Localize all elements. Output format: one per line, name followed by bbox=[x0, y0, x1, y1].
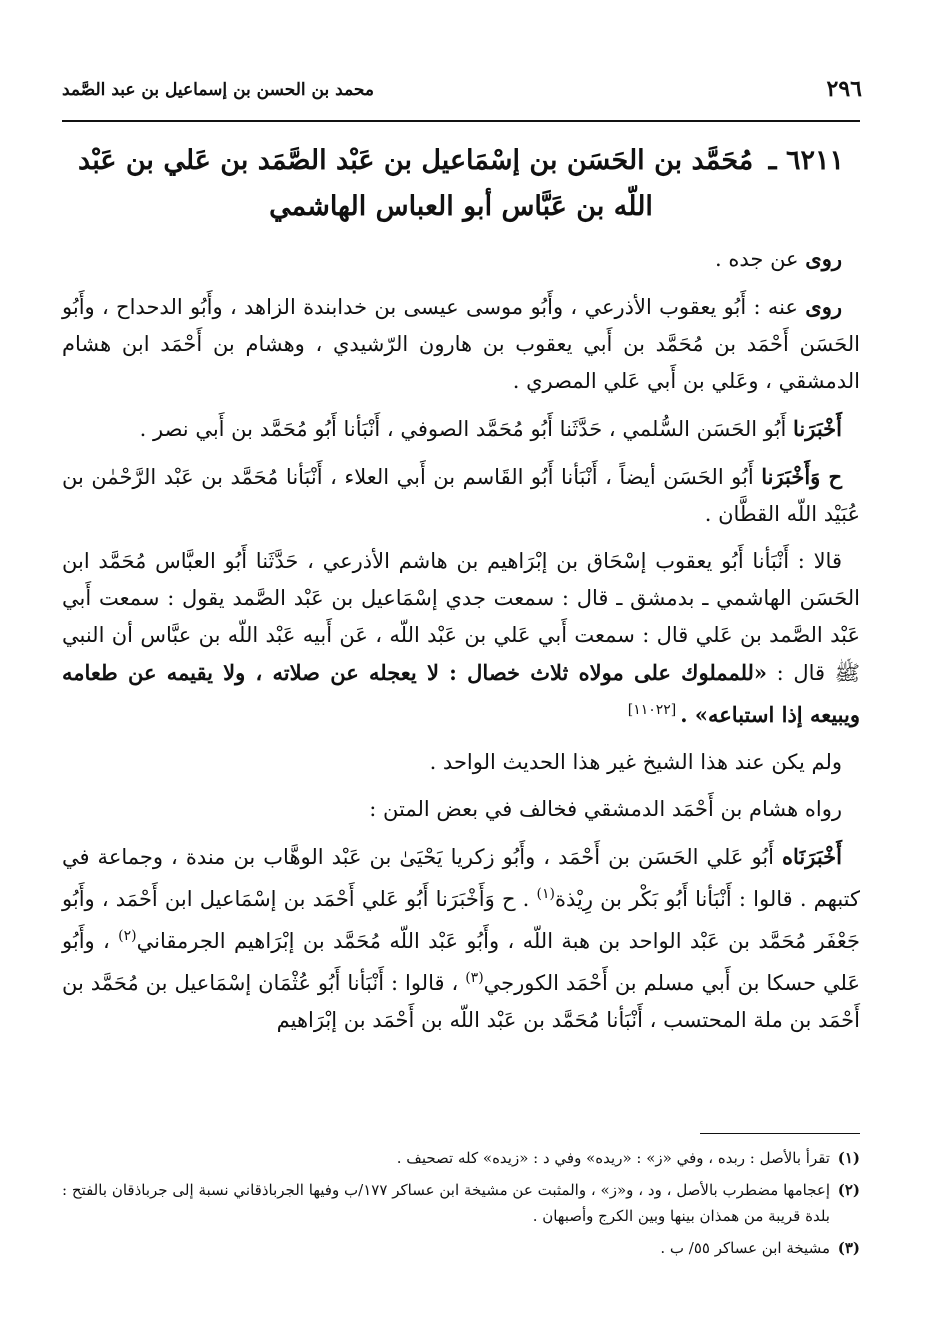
main-content bbox=[62, 138, 860, 1049]
footnote-number: (٣) bbox=[837, 1239, 860, 1257]
paragraph-text: ، وأَبُو عَلي حسكا بن أَبي مسلم بن أَحْمَد الكورجي bbox=[62, 929, 860, 995]
footnote-item bbox=[62, 1235, 860, 1261]
paragraph-lead: أَخْبَرَنَاه bbox=[782, 844, 842, 869]
paragraph-text: رواه هشام بن أَحْمَد الدمشقي فخالف في بعض المتن : bbox=[369, 797, 842, 821]
paragraph-text: أَبُو عَلي الحَسَن بن أَحْمَد ، وأَبُو زكريا يَحْيَىٰ بن عَبْد الوهَّاب بن مندة ، وجماعة في كتبهم . قالوا : أَنْبَأنا أَبُو بَكْر بن رِيْذة bbox=[62, 845, 860, 911]
footnote-number: (١) bbox=[837, 1149, 860, 1167]
page-number: ٢٩٦ bbox=[826, 76, 862, 102]
paragraph-isnad-3 bbox=[62, 838, 860, 1039]
paragraph-lead: روى bbox=[805, 246, 842, 271]
footnote-ref-1[interactable]: (١) bbox=[536, 886, 555, 902]
paragraph-text: عنه : أَبُو يعقوب الأذرعي ، وأَبُو موسى عيسى بن خدابندة الزاهد ، وأَبُو الدحداح ، وأَبُو الحَسَن أَحْمَد بن مُحَمَّد بن أَبي يعقوب بن هارون الرّشيدي ، وهشام بن أَحْمَد ابن هشام الدمشقي ، وعَلي بن أَبي عَلي المصري . bbox=[62, 295, 860, 393]
paragraph-lead: أَخْبَرَنا bbox=[793, 416, 842, 441]
paragraph-text: ، قالوا : أَنْبَأنا أَبُو عُثْمَان إسْمَاعيل بن مُحَمَّد بن أَحْمَد بن ملة المحتسب ، أَنْبَأنا مُحَمَّد بن عَبْد اللّه بن أَحْمَد بن إبْرَاهيم bbox=[62, 971, 860, 1032]
paragraph-text: أَبُو الحَسَن السُّلمي ، حَدَّثَنا أَبُو مُحَمَّد الصوفي ، أَنْبَأنا أَبُو مُحَمَّد بن أَبي نصر . bbox=[139, 417, 794, 441]
paragraph-text: عن جده . bbox=[715, 247, 806, 271]
footnote-number: (٢) bbox=[837, 1181, 860, 1199]
footnote-text: إعجامها مضطرب بالأصل ، ود ، و«ز» ، والمثبت عن مشيخة ابن عساكر ١٧٧/ب وفيها الجرباذقاني نسبة إلى جرباذقان بالفتح : بلدة قريبة من همذان بينها وبين الكرج وأصبهان . bbox=[62, 1181, 831, 1225]
paragraph-text: . ح وَأَخْبَرَنا أَبُو عَلي أَحْمَد بن إسْمَاعيل ابن أَحْمَد ، وأَبُو جَعْفَر مُحَمَّد بن عَبْد الواحد بن هبة اللّه ، وأَبُو عَبْد اللّه مُحَمَّد بن إبْرَاهيم الجرمقاني bbox=[62, 887, 860, 953]
running-title: محمد بن الحسن بن إسماعيل بن عبد الصَّمد bbox=[62, 80, 374, 100]
entry-title-text: مُحَمَّد بن الحَسَن بن إسْمَاعيل بن عَبْد الصَّمَد بن عَلي بن عَبْد اللّه بن عَبَّاس أبو العباس الهاشمي bbox=[78, 145, 754, 222]
hadith-text: «للمملوك على مولاه ثلاث خصال : لا يعجله عن صلاته ، ولا يقيمه عن طعامه ويبيعه إذا استباعه» . bbox=[62, 660, 860, 727]
footnote-item bbox=[62, 1145, 860, 1171]
paragraph-lead: ح وَأَخْبَرَنا bbox=[761, 464, 842, 489]
hadith-reference: [١١٠٢٢] bbox=[627, 702, 677, 718]
paragraph-variant bbox=[62, 791, 860, 828]
paragraph-text: ولم يكن عند هذا الشيخ غير هذا الحديث الواحد . bbox=[429, 750, 842, 774]
paragraph-narrators bbox=[62, 288, 860, 400]
footnote-text: مشيخة ابن عساكر ٥٥/ ب . bbox=[660, 1239, 830, 1257]
header-rule bbox=[62, 120, 860, 122]
paragraph-lead: روى bbox=[805, 294, 842, 319]
paragraph-isnad-2 bbox=[62, 458, 860, 533]
paragraph-hadith bbox=[62, 543, 860, 734]
entry-title bbox=[62, 138, 860, 230]
footnote-ref-2[interactable]: (٢) bbox=[118, 928, 137, 944]
paragraph-narrated-from bbox=[62, 240, 860, 278]
footnote-text: تقرأ بالأصل : ربده ، وفي «ز» : «ريده» وفي د : «زيده» كله تصحيف . bbox=[396, 1149, 830, 1167]
footnotes bbox=[62, 1145, 860, 1267]
paragraph-text: أَبُو الحَسَن أيضاً ، أَنْبَأنا أَبُو القَاسم بن أَبي العلاء ، أَنْبَأنا مُحَمَّد بن عَبْد الرَّحْمٰن بن عُبَيْد اللّه القطَّان . bbox=[62, 465, 860, 526]
paragraph-text: قالا : أَنْبَأنا أَبُو يعقوب إسْحَاق بن إبْرَاهيم بن هاشم الأذرعي ، حَدَّثَنا أَبُو العبَّاس مُحَمَّد ابن الحَسَن الهاشمي ـ بدمشق ـ قال : سمعت جدي إسْمَاعيل بن عَبْد الصَّمد يقول : سمعت أَبي عَبْد الصَّمد بن عَلي قال : سمعت أَبي عَلي بن عَبْد اللّه ، عَن أَبيه عَبْد اللّه بن عبَّاس أن النبي ﷺ قال : bbox=[62, 549, 860, 685]
paragraph-note bbox=[62, 744, 860, 781]
paragraph-isnad-1 bbox=[62, 410, 860, 448]
entry-number: ٦٢١١ ـ bbox=[768, 145, 844, 176]
footnote-ref-3[interactable]: (٣) bbox=[465, 970, 484, 986]
page-header bbox=[62, 74, 862, 114]
footnote-item bbox=[62, 1177, 860, 1229]
footnote-rule bbox=[700, 1133, 860, 1134]
